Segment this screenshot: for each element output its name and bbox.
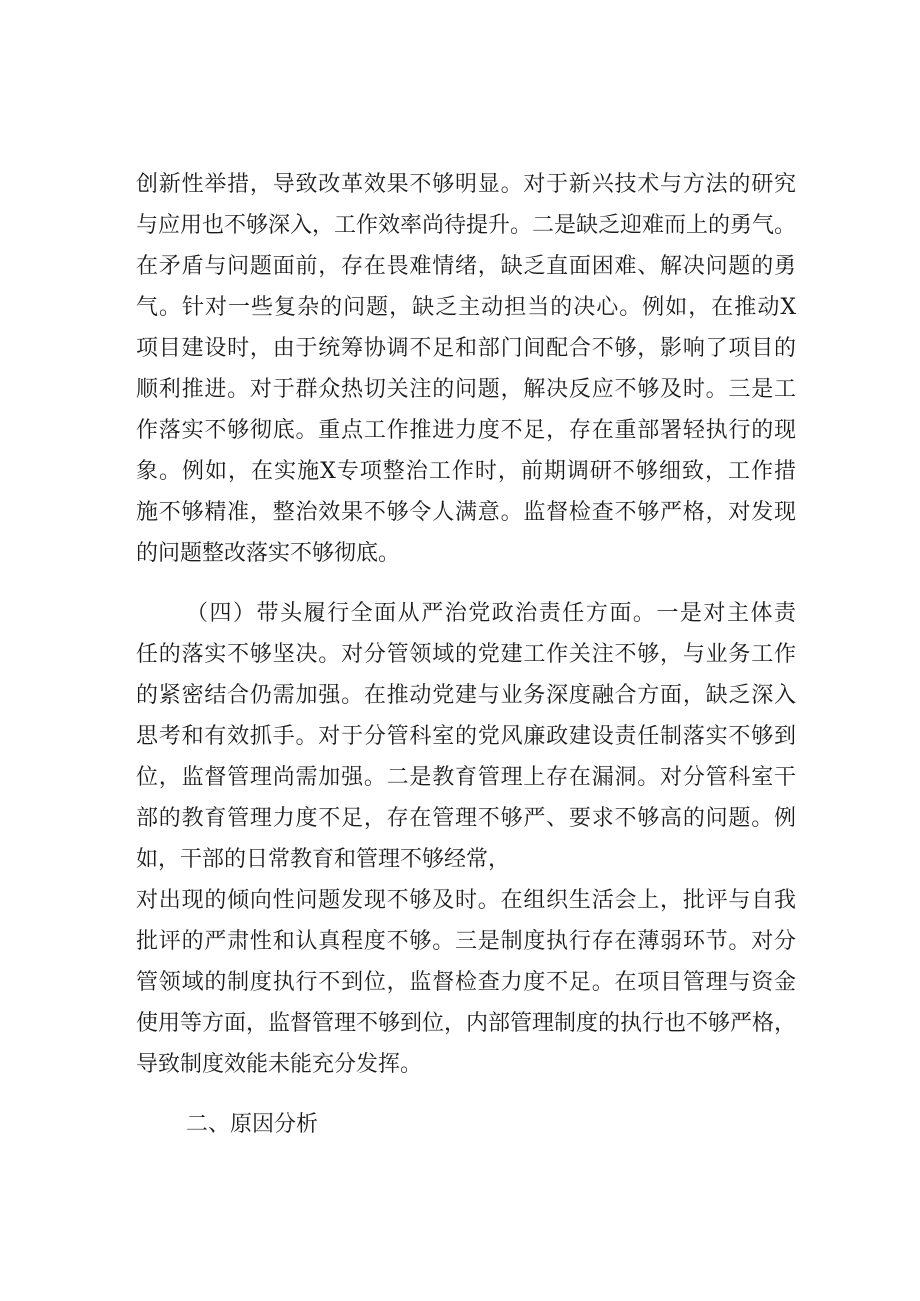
text-line: 对出现的倾向性问题发现不够及时。在组织生活会上，批评与自我 — [136, 888, 796, 913]
text-line: 任的落实不够坚决。对分管领域的党建工作关注不够，与业务工作 — [136, 642, 796, 667]
text-line: 的问题整改落实不够彻底。 — [136, 541, 401, 566]
text-line: 作落实不够彻底。重点工作推进力度不足，存在重部署轻执行的现 — [136, 418, 796, 443]
text-line: 部的教育管理力度不足，存在管理不够严、要求不够高的问题。例 — [136, 806, 796, 831]
text-line: 在矛盾与问题面前，存在畏难情绪，缺乏直面困难、解决问题的勇 — [136, 254, 796, 279]
text-line: 使用等方面，监督管理不够到位，内部管理制度的执行也不够严格， — [136, 1011, 797, 1036]
text-line: 项目建设时，由于统筹协调不足和部门间配合不够，影响了项目的 — [136, 336, 796, 361]
text-line: 思考和有效抓手。对于分管科室的党风廉政建设责任制落实不够到 — [136, 724, 796, 749]
text-line: （四）带头履行全面从严治党政治责任方面。一是对主体责 — [186, 601, 796, 626]
section-heading: 二、原因分析 — [186, 1112, 319, 1137]
text-line: 如，干部的日常教育和管理不够经常， — [136, 847, 511, 872]
text-line: 与应用也不够深入，工作效率尚待提升。二是缺乏迎难而上的勇气。 — [136, 213, 797, 238]
text-line: 位，监督管理尚需加强。二是教育管理上存在漏洞。对分管科室干 — [136, 765, 796, 790]
text-line: 气。针对一些复杂的问题，缺乏主动担当的决心。例如，在推动X — [136, 295, 796, 320]
text-line: 批评的严肃性和认真程度不够。三是制度执行存在薄弱环节。对分 — [136, 929, 796, 954]
text-line: 管领域的制度执行不到位，监督检查力度不足。在项目管理与资金 — [136, 970, 796, 995]
text-line: 的紧密结合仍需加强。在推动党建与业务深度融合方面，缺乏深入 — [136, 683, 796, 708]
text-line: 象。例如，在实施X专项整治工作时，前期调研不够细致，工作措 — [136, 459, 796, 484]
text-line: 顺利推进。对于群众热切关注的问题，解决反应不够及时。三是工 — [136, 377, 796, 402]
text-line: 创新性举措，导致改革效果不够明显。对于新兴技术与方法的研究 — [136, 172, 796, 197]
text-line: 导致制度效能未能充分发挥。 — [136, 1052, 423, 1077]
text-line: 施不够精准，整治效果不够令人满意。监督检查不够严格，对发现 — [136, 500, 796, 525]
